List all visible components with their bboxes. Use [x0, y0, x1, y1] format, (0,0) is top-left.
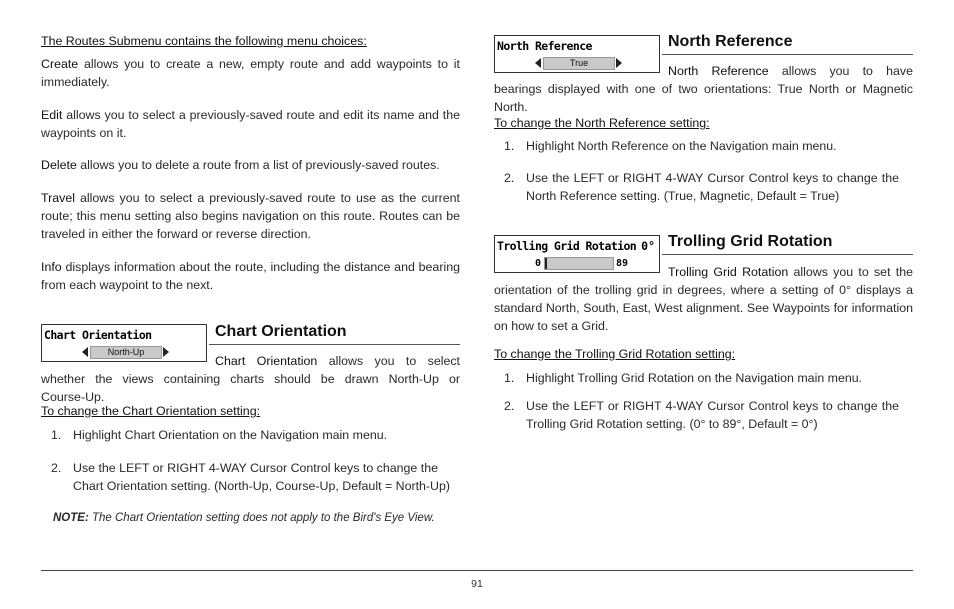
trolling-grid-current-value: 0° [641, 239, 655, 253]
chart-orientation-value: North-Up [90, 346, 162, 359]
north-reference-desc [494, 62, 913, 116]
footer-divider [41, 570, 913, 571]
section-divider [662, 254, 913, 255]
north-reference-value: True [543, 57, 615, 70]
north-reference-howto: To change the North Reference setting: [494, 116, 710, 130]
step-text: Use the LEFT or RIGHT 4-WAY Cursor Control keys to change the North Reference setting. (True, Magnetic, Default = True) [526, 171, 899, 203]
step-number: 1. [51, 428, 62, 442]
travel-item [41, 189, 460, 243]
slider-min-label: 0 [535, 258, 542, 269]
page-number: 91 [471, 578, 483, 590]
trolling-grid-term: Trolling Grid Rotation [668, 265, 789, 279]
travel-text: allows you to select a previously-saved route to use as the current route; this menu setting also begins navigation on this route. Routes can be traveled in either the forward or reverse direction. [41, 191, 460, 241]
note [53, 509, 460, 527]
edit-item [41, 106, 460, 142]
note-label: NOTE: [53, 512, 89, 524]
list-item [41, 426, 460, 444]
step-number: 2. [504, 171, 515, 185]
delete-term: Delete [41, 158, 77, 172]
trolling-grid-menu-title: Trolling Grid Rotation [497, 239, 637, 253]
step-text: Highlight Trolling Grid Rotation on the Navigation main menu. [526, 371, 863, 385]
trolling-grid-desc [494, 263, 913, 335]
delete-text: allows you to delete a route from a list of previously-saved routes. [76, 158, 440, 172]
edit-text: allows you to select a previously-saved route and edit its name and the waypoints on it. [41, 108, 460, 140]
list-item [494, 169, 899, 205]
travel-term: Travel [41, 191, 75, 205]
note-text: The Chart Orientation setting does not apply to the Bird's Eye View. [88, 512, 435, 524]
trolling-grid-desc-text: allows you to set the orientation of the trolling grid in degrees, where a setting of 0° displays a standard North, South, East, West alignment. See Waypoints for information on how to set a Grid. [494, 265, 913, 333]
list-item [41, 459, 460, 495]
routes-submenu-intro: The Routes Submenu contains the following menu choices: [41, 34, 367, 48]
chart-orientation-desc [41, 352, 460, 406]
step-text: Highlight North Reference on the Navigation main menu. [526, 139, 837, 153]
step-number: 1. [504, 139, 515, 153]
chart-orientation-howto: To change the Chart Orientation setting: [41, 404, 261, 418]
section-divider [209, 344, 460, 345]
step-number: 2. [504, 399, 515, 413]
chart-orientation-menu-title: Chart Orientation [44, 328, 152, 342]
info-item [41, 258, 460, 294]
chart-orientation-heading: Chart Orientation [215, 323, 347, 340]
list-item [494, 397, 899, 433]
north-reference-term: North Reference [668, 64, 769, 78]
slider-max-label: 89 [616, 258, 629, 269]
chart-orientation-term: Chart Orientation [215, 354, 318, 368]
north-reference-menu-title: North Reference [497, 39, 592, 53]
info-text: displays information about the route, including the distance and bearing from each waypoint to the next. [41, 260, 460, 292]
create-item [41, 55, 460, 91]
create-term: Create [41, 57, 79, 71]
step-number: 1. [504, 371, 515, 385]
step-number: 2. [51, 461, 62, 475]
list-item [494, 369, 899, 387]
edit-term: Edit [41, 108, 63, 122]
trolling-grid-heading: Trolling Grid Rotation [668, 233, 833, 250]
chart-orientation-desc-text: allows you to select whether the views containing charts should be drawn North-Up or Course-Up. [41, 354, 460, 404]
trolling-grid-howto: To change the Trolling Grid Rotation setting: [494, 347, 736, 361]
section-divider [662, 54, 913, 55]
step-text: Use the LEFT or RIGHT 4-WAY Cursor Control keys to change the Trolling Grid Rotation setting. (0° to 89°, Default = 0°) [526, 399, 899, 431]
north-reference-heading: North Reference [668, 33, 793, 50]
step-text: Use the LEFT or RIGHT 4-WAY Cursor Control keys to change the Chart Orientation setting. (North-Up, Course-Up, Default = North-Up) [73, 461, 451, 493]
list-item [494, 137, 899, 155]
create-text: allows you to create a new, empty route and add waypoints to it immediately. [41, 57, 460, 89]
info-term: Info [41, 260, 62, 274]
north-reference-desc-text: allows you to have bearings displayed with one of two orientations: True North or Magnetic North. [494, 64, 913, 114]
delete-item [41, 156, 460, 174]
step-text: Highlight Chart Orientation on the Navigation main menu. [73, 428, 388, 442]
